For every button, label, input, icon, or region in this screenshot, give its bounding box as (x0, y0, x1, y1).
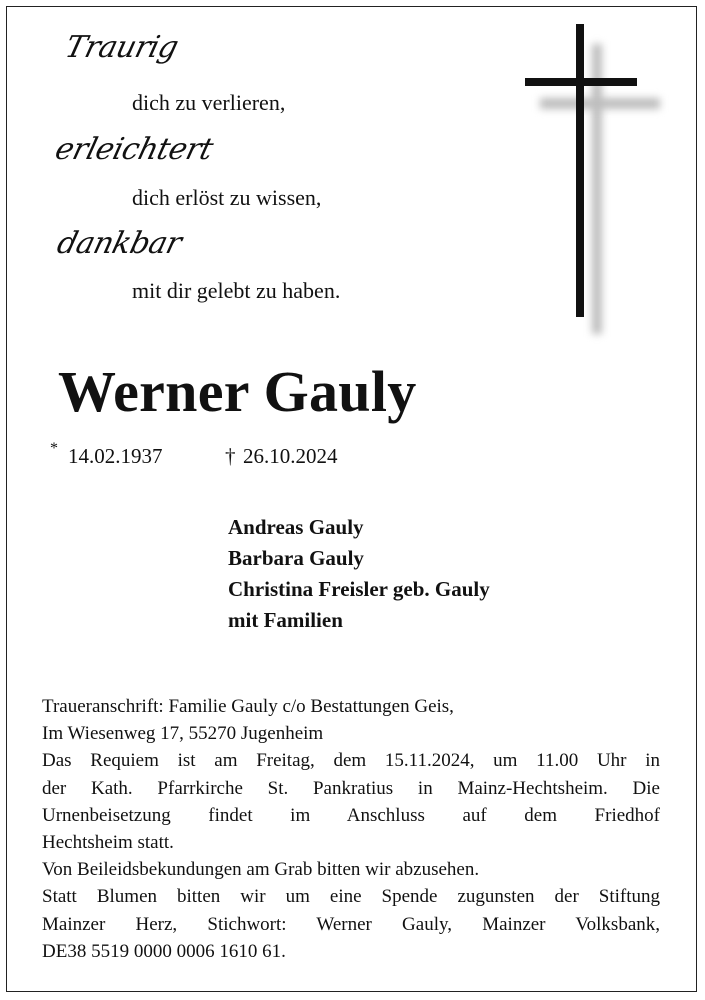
birth-symbol: * (50, 440, 58, 457)
info-line: Urnenbeisetzung findet im Anschluss auf dem Friedhof (42, 804, 660, 826)
info-line: Traueranschrift: Familie Gauly c/o Bestattungen Geis, (42, 696, 454, 717)
death-date: 26.10.2024 (243, 444, 338, 468)
verse-line-3: mit dir gelebt zu haben. (132, 278, 341, 303)
info-line: Im Wiesenweg 17, 55270 Jugenheim (42, 723, 324, 745)
verse-script-erleichtert: erleichtert (51, 132, 217, 167)
info-line: Das Requiem ist am Freitag, dem 15.11.2024, um 11.00 Uhr in (42, 750, 660, 772)
info-line: Mainzer Herz, Stichwort: Werner Gauly, Mainzer Volksbank, (42, 913, 660, 935)
cross-icon (520, 20, 670, 340)
mourner: mit Familien (228, 608, 343, 632)
mourners-list (228, 512, 490, 636)
info-line: Statt Blumen bitten wir um eine Spende zugunsten der Stiftung (42, 886, 660, 908)
death-symbol: † (225, 444, 236, 468)
mourner: Christina Freisler geb. Gauly (228, 577, 490, 601)
funeral-information (42, 693, 660, 965)
mourner: Andreas Gauly (228, 515, 364, 539)
info-line: Hechtsheim statt. (42, 832, 174, 854)
birth-date: 14.02.1937 (68, 444, 163, 468)
info-line: der Kath. Pfarrkirche St. Pankratius in Mainz-Hechtsheim. Die (42, 777, 660, 799)
info-line: Von Beileidsbekundungen am Grab bitten wir abzusehen. (42, 859, 480, 881)
mourner: Barbara Gauly (228, 546, 364, 570)
info-line: DE38 5519 0000 0006 1610 61. (42, 940, 286, 962)
verse-line-1: dich zu verlieren, (132, 90, 286, 115)
verse-script-dankbar: dankbar (53, 226, 185, 261)
verse-line-2: dich erlöst zu wissen, (132, 185, 322, 210)
verse-script-traurig: Traurig (61, 30, 182, 65)
deceased-name: Werner Gauly (58, 359, 417, 424)
